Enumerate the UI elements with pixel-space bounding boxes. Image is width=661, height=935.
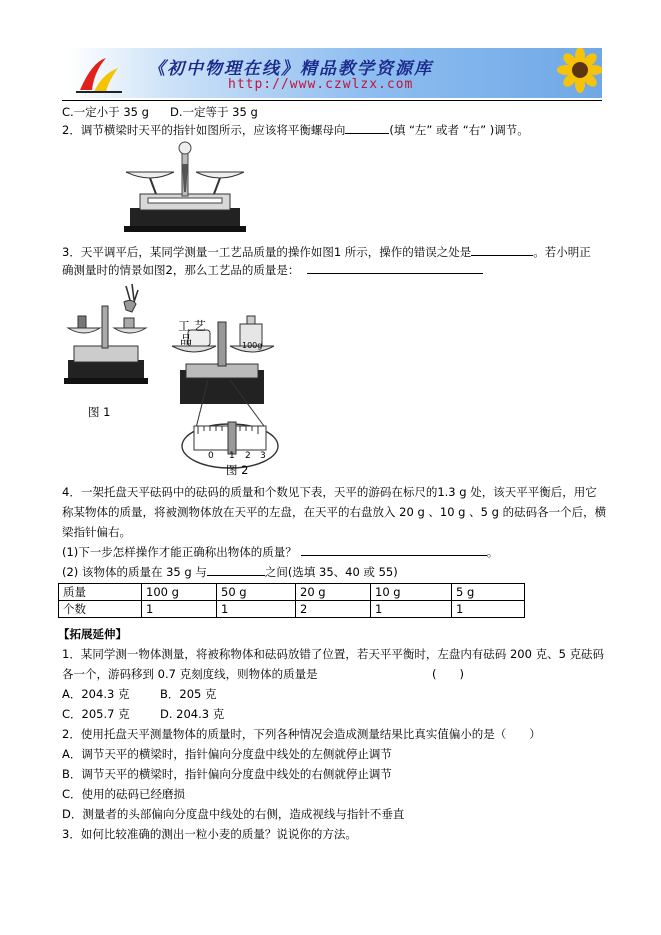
table-cell: 1: [217, 601, 296, 618]
table-cell: 质量: [59, 584, 142, 601]
logo-icon: [72, 52, 128, 96]
option-c: C.一定小于 35 g: [62, 105, 149, 119]
q4-sub1-text: (1)下一步怎样操作才能正确称出物体的质量？: [62, 545, 297, 559]
banner-title: 《初中物理在线》精品教学资源库: [148, 59, 433, 79]
ext2-option-a: A．调节天平的横梁时，指针偏向分度盘中线处的左侧就停止调节: [62, 747, 392, 761]
table-cell: 50 g: [217, 584, 296, 601]
q4-sub2-end: 之间(选填 35、40 或 55): [264, 565, 398, 579]
q2-answer-blank[interactable]: [345, 133, 389, 134]
ext-question-1-line-1: 1．某同学测一物体测量，将被称物体和砝码放错了位置，若天平平衡时，左盘内有砝码 200 克、5 克砝码: [62, 647, 605, 661]
question-3-line-1: [62, 244, 591, 260]
table-row: [59, 601, 525, 618]
table-cell: 5 g: [452, 584, 525, 601]
ext-question-2-stem: 2．使用托盘天平测量物体的质量时，下列各种情况会造成测量结果比真实值偏小的是（ ）: [62, 727, 541, 741]
figure-1-balance: [60, 282, 150, 390]
table-cell: 100 g: [142, 584, 217, 601]
ext-question-1-line-2: 各一个，游码移到 0.7 克刻度线，则物体的质量是: [62, 667, 318, 681]
question-4-sub-1: [62, 544, 498, 560]
table-cell: 2: [296, 601, 371, 618]
ext2-option-b: B．调节天平的横梁时，指针偏向分度盘中线处的右侧就停止调节: [62, 767, 392, 781]
figure-1-label: 图 1: [88, 405, 111, 419]
scale-tick-0: 0: [208, 451, 214, 461]
ext-question-3: 3．如何比较准确的测出一粒小麦的质量？说说你的方法。: [62, 827, 357, 841]
question-4-line-1: 4．一架托盘天平砝码中的砝码的质量和个数见下表，天平的游码在标尺的1.3 g 处，该天平平衡后，用它: [62, 485, 597, 499]
q4-sub2-text: (2) 该物体的质量在 35 g 与: [62, 565, 207, 579]
header-banner: [68, 48, 602, 98]
question-3-line-2: [62, 262, 483, 278]
ext1-option-c: C．205.7 克: [62, 707, 130, 721]
q3-mass-blank[interactable]: [307, 273, 483, 274]
balance-figure-q2: [120, 138, 250, 238]
option-d: D.一定等于 35 g: [170, 105, 258, 119]
q4-sub1-end: 。: [486, 545, 499, 559]
banner-url[interactable]: http://www.czwlzx.com: [228, 77, 414, 92]
section-heading: 【拓展延伸】: [58, 627, 127, 641]
q3-text-after: 。若小明正: [533, 245, 591, 259]
ext1-option-d: D. 204.3 克: [160, 707, 225, 721]
table-cell: 20 g: [296, 584, 371, 601]
q2-text-after: (填 “左” 或者 “右” )调节。: [389, 123, 529, 137]
craft-label: 工 艺: [178, 319, 206, 333]
scale-tick-1: 1: [229, 451, 235, 461]
table-cell: 个数: [59, 601, 142, 618]
question-4-sub-2: [62, 564, 398, 580]
question-4-line-3: 梁指针偏右。: [62, 525, 131, 539]
table-cell: 1: [452, 601, 525, 618]
table-cell: 10 g: [371, 584, 452, 601]
sunflower-icon: [556, 48, 602, 98]
scale-tick-3: 3: [260, 451, 266, 461]
ext1-option-a: A．204.3 克: [62, 687, 130, 701]
question-2: [62, 122, 529, 138]
ext2-option-c: C．使用的砝码已经磨损: [62, 787, 186, 801]
header-rule: [62, 100, 602, 101]
craft-label-2: 品: [180, 333, 193, 347]
ext-question-1-paren[interactable]: ( ): [432, 667, 464, 681]
ext2-option-d: D．测量者的头部偏向分度盘中线处的右侧，造成视线与指针不垂直: [62, 807, 405, 821]
figure-2-label: 图 2: [226, 463, 249, 477]
ext1-option-b: B．205 克: [160, 687, 217, 701]
table-row: [59, 584, 525, 601]
q4-sub1-blank[interactable]: [301, 555, 487, 556]
weights-table: [58, 583, 525, 618]
scale-tick-2: 2: [245, 451, 251, 461]
weight-label: 100g: [242, 341, 263, 350]
q3-error-blank[interactable]: [471, 255, 533, 256]
q4-sub2-blank[interactable]: [207, 575, 265, 576]
q3-text-line2: 确测量时的情景如图2，那么工艺品的质量是：: [62, 263, 300, 277]
table-cell: 1: [142, 601, 217, 618]
q3-text-before: 3．天平调平后，某同学测量一工艺品质量的操作如图1 所示，操作的错误之处是: [62, 245, 472, 259]
q2-text-before: 2．调节横梁时天平的指针如图所示，应该将平衡螺母向: [62, 123, 346, 137]
question-4-line-2: 称某物体的质量，将被测物体放在天平的左盘，在天平的右盘放入 20 g 、10 g 、5 g 的砝码各一个后，横: [62, 505, 607, 519]
table-cell: 1: [371, 601, 452, 618]
